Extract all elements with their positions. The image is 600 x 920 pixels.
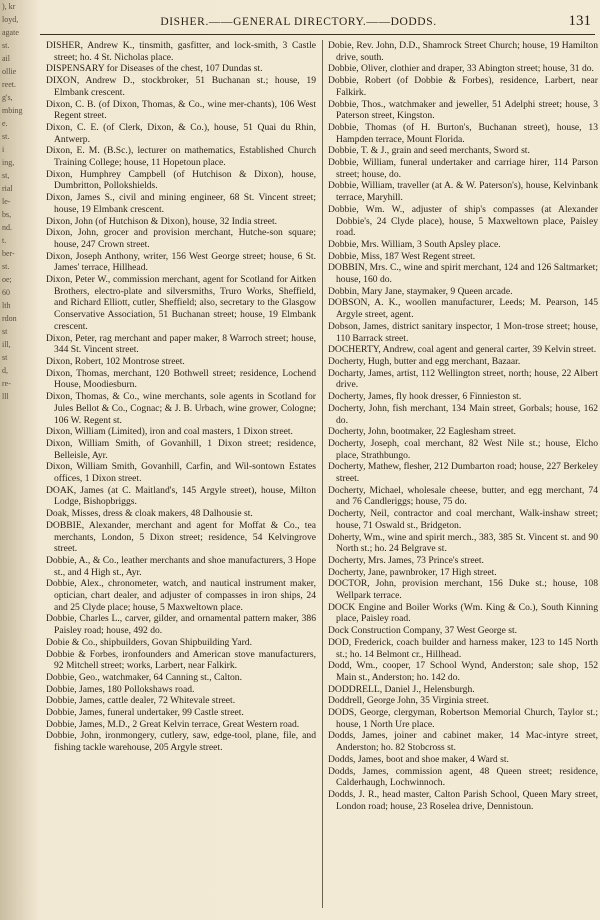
directory-entry: Dobbin, Mary Jane, staymaker, 9 Queen arcade. bbox=[328, 285, 513, 297]
binding-fragment: st. bbox=[2, 262, 10, 271]
directory-entry: Dobbie, Oliver, clothier and draper, 33 Abington street; house, 31 do. bbox=[328, 63, 594, 75]
binding-fragment: rdon bbox=[2, 314, 17, 323]
directory-entry: DISPENSARY for Diseases of the chest, 107 Dundas st. bbox=[46, 63, 263, 75]
directory-entry: Dobbie, Thomas (of H. Burton's, Buchanan street), house, 13 Hampden terrace, Mount Florida. bbox=[328, 121, 598, 145]
directory-entry: DOCTOR, John, provision merchant, 156 Duke st.; house, 108 Wellpark terrace. bbox=[328, 578, 598, 602]
directory-entry: Dock Construction Company, 37 West George st. bbox=[328, 625, 518, 637]
directory-entry: Docherty, John, bootmaker, 22 Eaglesham street. bbox=[328, 426, 516, 438]
directory-entry: Dobbie, Alex., chronometer, watch, and nautical instrument maker, optician, chart dealer, and adjuster of compasses in iron ships, 24 and 25 Clyde place; house, 5 Maxweltown place. bbox=[46, 578, 316, 613]
directory-entry: Docherty, Mathew, flesher, 212 Dumbarton road; house, 227 Berkeley street. bbox=[328, 461, 598, 485]
directory-entry: Docherty, Joseph, coal merchant, 82 West Nile st.; house, Elcho place, Strathbungo. bbox=[328, 437, 598, 461]
directory-entry: Dobbie & Forbes, ironfounders and American stove manufacturers, 92 Mitchell street; works, Larbert, near Falkirk. bbox=[46, 648, 316, 672]
binding-fragment: st. bbox=[2, 132, 10, 141]
binding-fragment: 60 bbox=[2, 288, 10, 297]
binding-fragment: reet. bbox=[2, 80, 16, 89]
directory-entry: DOBBIN, Mrs. C., wine and spirit merchant, 124 and 126 Saltmarket; house, 160 do. bbox=[328, 262, 598, 286]
binding-fragment: le- bbox=[2, 197, 11, 206]
binding-fragment: e. bbox=[2, 119, 8, 128]
directory-entry: DOBBIE, Alexander, merchant and agent for Moffat & Co., tea merchants, London, 5 Dixon street; residence, 54 Kelvingrove street. bbox=[46, 519, 316, 555]
binding-gutter bbox=[0, 0, 40, 920]
directory-entry: Dixon, Thomas, merchant, 120 Bothwell street; residence, Lochend House, Moodiesburn. bbox=[46, 367, 316, 391]
binding-fragment: i bbox=[2, 145, 5, 154]
binding-fragment: bs, bbox=[2, 210, 12, 219]
binding-fragment: lth bbox=[2, 301, 11, 310]
directory-entry: DOAK, James (at C. Maitland's, 145 Argyle street), house, Milton Lodge, Bishopbriggs. bbox=[46, 484, 316, 508]
directory-entry: Doak, Misses, dress & cloak makers, 48 Dalhousie st. bbox=[46, 508, 253, 520]
directory-entry: Dodd, Wm., cooper, 17 School Wynd, Anderston; sale shop, 152 Main st., Anderston; ho. 142 do. bbox=[328, 660, 598, 683]
directory-entry: Dixon, John, grocer and provision merchant, Hutche-son square; house, 247 Crown street. bbox=[46, 227, 316, 250]
directory-entry: Dobbie, Charles L., carver, gilder, and ornamental pattern maker, 386 Paisley road; house, 492 do. bbox=[46, 613, 316, 637]
directory-entry: Dixon, Robert, 102 Montrose street. bbox=[46, 355, 185, 367]
directory-entry: DODDRELL, Daniel J., Helensburgh. bbox=[328, 683, 475, 695]
directory-entry: Docherty, John, fish merchant, 134 Main street, Gorbals; house, 162 do. bbox=[328, 402, 598, 426]
directory-entry: Docharty, James, artist, 112 Wellington street, north; house, 22 Albert drive. bbox=[328, 367, 598, 391]
directory-entry: Dixon, James S., civil and mining engineer, 68 St. Vincent street; house, 19 Elmbank crescent. bbox=[46, 192, 316, 215]
right-column bbox=[328, 40, 598, 918]
binding-fragment: agate bbox=[2, 28, 19, 37]
binding-fragment: ing, bbox=[2, 158, 15, 167]
directory-entry: Dobbie, Wm. W., adjuster of ship's compasses (at Alexander Dobbie's, 24 Clyde place), house, 5 Maxweltown place, Paisley road. bbox=[328, 203, 598, 239]
directory-entry: DOBSON, A. K., woollen manufacturer, Leeds; M. Pearson, 145 Argyle street, agent. bbox=[328, 297, 598, 321]
directory-entry: DODS, George, clergyman, Robertson Memorial Church, Taylor st.; house, 1 North Ure place. bbox=[328, 707, 598, 730]
binding-fragment: d, bbox=[2, 366, 8, 375]
directory-entry: Dobbie, James, M.D., 2 Great Kelvin terrace, Great Western road. bbox=[46, 718, 300, 730]
directory-entry: Docherty, Neil, contractor and coal merchant, Walk-inshaw street; house, 71 Oswald st., Bridgeton. bbox=[328, 508, 598, 531]
directory-entry: Dobbie, Miss, 187 West Regent street. bbox=[328, 250, 476, 262]
binding-fragment: lll bbox=[2, 392, 9, 401]
directory-entry: Dixon, C. B. (of Dixon, Thomas, & Co., wine mer-chants), 106 West Regent street. bbox=[46, 98, 316, 122]
directory-entry: Dixon, William (Limited), iron and coal masters, 1 Dixon street. bbox=[46, 426, 293, 438]
binding-fragment: ), kr bbox=[2, 2, 16, 11]
directory-entry: Dobie & Co., shipbuilders, Govan Shipbuilding Yard. bbox=[46, 636, 253, 648]
directory-entry: Dobbie, Geo., watchmaker, 64 Canning st., Calton. bbox=[46, 671, 242, 683]
directory-entry: Docherty, Jane, pawnbroker, 17 High street. bbox=[328, 566, 497, 578]
directory-entry: Dixon, Peter, rag merchant and paper maker, 8 Warroch street; house, 344 St. Vincent street. bbox=[46, 332, 316, 356]
directory-entry: Dobbie, James, 180 Pollokshaws road. bbox=[46, 683, 195, 695]
directory-entry: Dobbie, Thos., watchmaker and jeweller, 51 Adelphi street; house, 3 Paterson street, Kingston. bbox=[328, 98, 598, 122]
directory-entry: Dixon, Humphrey Campbell (of Hutchison & Dixon), house, Dumbritton, Pollokshields. bbox=[46, 168, 316, 192]
page-number: 131 bbox=[568, 13, 591, 29]
binding-fragment: g's, bbox=[2, 93, 13, 102]
directory-entry: Dixon, Joseph Anthony, writer, 156 West George street; house, 6 St. James' terrace, Hillhead. bbox=[46, 250, 316, 274]
directory-entry: Dixon, John (of Hutchison & Dixon), house, 32 India street. bbox=[46, 215, 278, 227]
binding-fragment: st bbox=[2, 353, 8, 362]
directory-entry: Dobbie, William, funeral undertaker and carriage hirer, 114 Parson street; house, do. bbox=[328, 157, 598, 180]
directory-entry: Dixon, Peter W., commission merchant, agent for Scotland for Aitken Brothers, electro-plate and silversmiths, Truro Works, Sheffield, and Richard Elliott, cutler, Sheffield; also, secretary to the Glasgow Conservative Association, 51 Buchanan street; house, 19 Elmbank crescent. bbox=[46, 274, 316, 332]
page-header bbox=[40, 14, 595, 35]
binding-fragment: ail bbox=[2, 54, 10, 63]
directory-entry: Docherty, Michael, wholesale cheese, butter, and egg merchant, 74 and 76 Candleriggs; house, 75 do. bbox=[328, 484, 598, 508]
directory-entry: Dixon, C. E. (of Clerk, Dixon, & Co.), house, 51 Quai du Rhin, Antwerp. bbox=[46, 121, 316, 145]
directory-entry: Dobbie, A., & Co., leather merchants and shoe manufacturers, 3 Hope st., and 4 High st., Ayr. bbox=[46, 554, 316, 578]
directory-entry: DOD, Frederick, coach builder and harness maker, 123 to 145 North st.; ho. 14 Belmont cr., Hillhead. bbox=[328, 636, 598, 660]
directory-entry: Dobbie, Robert (of Dobbie & Forbes), residence, Larbert, near Falkirk. bbox=[328, 75, 598, 98]
running-title: DISHER.——GENERAL DIRECTORY.——DODDS. bbox=[160, 16, 437, 28]
directory-entry: Docherty, Mrs. James, 73 Prince's street. bbox=[328, 554, 484, 566]
directory-entry: Docherty, Hugh, butter and egg merchant, Bazaar. bbox=[328, 355, 521, 367]
directory-entry: Dobson, James, district sanitary inspector, 1 Mon-trose street; house, 110 Barrack street. bbox=[328, 320, 598, 344]
binding-fragment: rial bbox=[2, 184, 13, 193]
directory-entry: Dodds, James, boot and shoe maker, 4 Ward st. bbox=[328, 753, 509, 765]
directory-entry: Dixon, E. M. (B.Sc.), lecturer on mathematics, Established Church Training College; house, 11 Hopetoun place. bbox=[46, 145, 316, 169]
directory-entry: Doherty, Wm., wine and spirit merch., 383, 385 St. Vincent st. and 90 North st.; ho. 24 Belgrave st. bbox=[328, 531, 598, 555]
directory-entry: Dobbie, William, traveller (at A. & W. Paterson's), house, Kelvinbank terrace, Maryhill. bbox=[328, 180, 598, 204]
binding-fragment: loyd, bbox=[2, 15, 19, 24]
directory-entry: Dixon, Thomas, & Co., wine merchants, sole agents in Scotland for Jules Bellot & Co., Cognac; & J. B. Urbach, wine grower, Cologne; 106 W. Regent st. bbox=[46, 391, 316, 426]
binding-fragment: re- bbox=[2, 379, 11, 388]
binding-fragment: st. bbox=[2, 41, 10, 50]
binding-fragment: oe; bbox=[2, 275, 12, 284]
binding-fragment: st bbox=[2, 327, 8, 336]
directory-entry: Docherty, James, fly hook dresser, 6 Finnieston st. bbox=[328, 391, 522, 403]
directory-entry: Doddrell, George John, 35 Virginia street. bbox=[328, 695, 489, 707]
directory-entry: Dodds, J. R., head master, Calton Parish School, Queen Mary street, London road; house, 23 Roselea drive, Dennistoun. bbox=[328, 789, 598, 812]
directory-entry: DISHER, Andrew K., tinsmith, gasfitter, and lock-smith, 3 Castle street; ho. 4 St. Nicholas place. bbox=[46, 40, 316, 63]
directory-entry: Dobbie, James, cattle dealer, 72 Whitevale street. bbox=[46, 695, 236, 707]
directory-entry: DIXON, Andrew D., stockbroker, 51 Buchanan st.; house, 19 Elmbank crescent. bbox=[46, 75, 316, 98]
directory-entry: Dobbie, T. & J., grain and seed merchants, Sword st. bbox=[328, 145, 530, 157]
left-column bbox=[46, 40, 316, 918]
directory-entry: Dobbie, John, ironmongery, cutlery, saw, edge-tool, plane, file, and fishing tackle warehouse, 205 Argyle street. bbox=[46, 730, 316, 754]
directory-entry: DOCHERTY, Andrew, coal agent and general carter, 39 Kelvin street. bbox=[328, 344, 597, 356]
directory-entry: Dixon, William Smith, of Govanhill, 1 Dixon street; residence, Belleisle, Ayr. bbox=[46, 437, 316, 461]
directory-entry: Dodds, James, joiner and cabinet maker, 14 Mac-intyre street, Anderston; ho. 82 Stobcross st. bbox=[328, 730, 598, 754]
binding-fragment: ollie bbox=[2, 67, 17, 76]
column-divider bbox=[322, 40, 323, 908]
directory-entry: Dobbie, Mrs. William, 3 South Apsley place. bbox=[328, 238, 501, 250]
binding-fragment: t. bbox=[2, 236, 7, 245]
binding-fragment: mbing bbox=[2, 106, 23, 115]
directory-entry: Dobbie, James, funeral undertaker, 99 Castle street. bbox=[46, 707, 244, 719]
directory-entry: Dobie, Rev. John, D.D., Shamrock Street Church; house, 19 Hamilton drive, south. bbox=[328, 40, 598, 63]
binding-fragment: nd. bbox=[2, 223, 12, 232]
binding-fragment: ber- bbox=[2, 249, 15, 258]
binding-fragment: ill, bbox=[2, 340, 11, 349]
directory-entry: DOCK Engine and Boiler Works (Wm. King & Co.), South Kinning place, Paisley road. bbox=[328, 601, 598, 625]
directory-entry: Dixon, William Smith, Govanhill, Carfin, and Wil-sontown Estates offices, 1 Dixon street. bbox=[46, 461, 316, 485]
directory-entry: Dodds, James, commission agent, 48 Queen street; residence, Calderhaugh, Lochwinnoch. bbox=[328, 765, 598, 789]
binding-fragment: st, bbox=[2, 171, 10, 180]
